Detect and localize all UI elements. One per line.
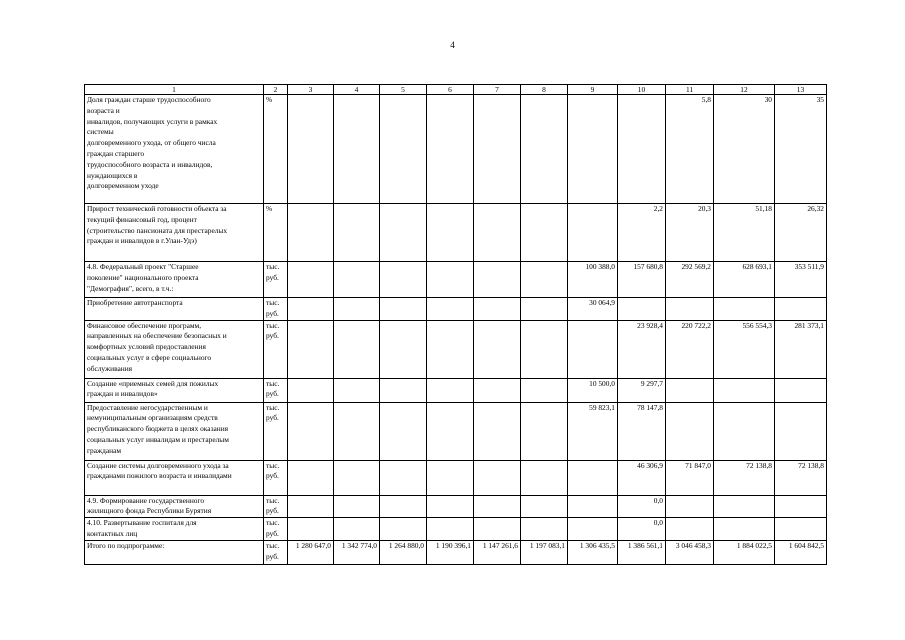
- row-name-line: республиканского бюджета в целях оказания: [87, 424, 229, 434]
- value-cell: [334, 518, 380, 541]
- value-cell: [521, 378, 568, 402]
- value-cell: [666, 495, 714, 518]
- value-cell: [380, 95, 427, 204]
- value-cell: [427, 262, 474, 298]
- value-cell: [775, 518, 827, 541]
- row-name: [85, 320, 264, 378]
- value-cell: [666, 378, 714, 402]
- table-row: [85, 378, 827, 402]
- row-unit: тыс. руб.: [264, 262, 288, 298]
- value-cell: [568, 95, 618, 204]
- value-cell: 1 280 647,0: [288, 541, 334, 565]
- value-cell: [775, 402, 827, 460]
- value-cell: [380, 518, 427, 541]
- value-cell: [474, 298, 521, 321]
- value-cell: [288, 460, 334, 495]
- value-cell: 1 147 261,6: [474, 541, 521, 565]
- row-name-line: гражданами пожилого возраста и инвалидами: [87, 471, 232, 481]
- value-cell: [666, 298, 714, 321]
- value-cell: [288, 204, 334, 262]
- row-name: [85, 95, 264, 204]
- row-unit: тыс. руб.: [264, 460, 288, 495]
- table-row: [85, 204, 827, 262]
- value-cell: 1 190 396,1: [427, 541, 474, 565]
- row-unit: тыс. руб.: [264, 298, 288, 321]
- value-cell: [474, 495, 521, 518]
- row-name: [85, 518, 264, 541]
- value-cell: [334, 298, 380, 321]
- value-cell: [521, 460, 568, 495]
- row-name-line: 4.9. Формирование государственного: [87, 495, 205, 505]
- value-cell: 292 569,2: [666, 262, 714, 298]
- value-cell: [714, 378, 775, 402]
- value-cell: [427, 95, 474, 204]
- value-cell: [427, 402, 474, 460]
- value-cell: 78 147,8: [618, 402, 666, 460]
- table-row: [85, 262, 827, 298]
- value-cell: [521, 298, 568, 321]
- value-cell: [288, 518, 334, 541]
- row-name-line: Приобретение автотранспорта: [87, 298, 183, 307]
- value-cell: [474, 460, 521, 495]
- row-name: [85, 298, 264, 321]
- value-cell: [427, 518, 474, 541]
- value-cell: 281 373,1: [775, 320, 827, 378]
- column-header: 10: [618, 85, 666, 95]
- row-name: [85, 541, 264, 565]
- column-header: 6: [427, 85, 474, 95]
- value-cell: [666, 518, 714, 541]
- table-row: [85, 518, 827, 541]
- row-name-line: Создание системы долговременного ухода за: [87, 460, 229, 470]
- value-cell: [288, 298, 334, 321]
- value-cell: 1 197 083,1: [521, 541, 568, 565]
- value-cell: 1 342 774,0: [334, 541, 380, 565]
- value-cell: [474, 378, 521, 402]
- value-cell: 59 823,1: [568, 402, 618, 460]
- row-unit: %: [264, 95, 288, 204]
- value-cell: [474, 320, 521, 378]
- value-cell: [521, 495, 568, 518]
- value-cell: [288, 95, 334, 204]
- value-cell: [380, 298, 427, 321]
- value-cell: [568, 518, 618, 541]
- table-row: [85, 402, 827, 460]
- value-cell: [288, 495, 334, 518]
- column-header: 1: [85, 85, 264, 95]
- table-row: [85, 495, 827, 518]
- row-name-line: трудоспособного возраста и инвалидов,: [87, 159, 213, 169]
- row-name-line: граждан и инвалидов в г.Улан-Удэ): [87, 236, 197, 246]
- row-name-line: комфортных условий предоставления: [87, 342, 206, 352]
- value-cell: [334, 495, 380, 518]
- value-cell: 2,2: [618, 204, 666, 262]
- column-header: 3: [288, 85, 334, 95]
- column-header: 11: [666, 85, 714, 95]
- row-unit: тыс. руб.: [264, 378, 288, 402]
- row-name-line: гражданам: [87, 445, 122, 455]
- value-cell: [521, 518, 568, 541]
- value-cell: 0,0: [618, 518, 666, 541]
- row-name-line: граждан и инвалидов»: [87, 389, 158, 399]
- value-cell: [427, 495, 474, 518]
- value-cell: [521, 402, 568, 460]
- value-cell: [380, 495, 427, 518]
- row-name-line: (строительство пансионата для престарелых: [87, 225, 228, 235]
- row-name: [85, 495, 264, 518]
- row-name-line: социальных услуг в сфере социального: [87, 352, 212, 362]
- value-cell: [380, 402, 427, 460]
- value-cell: [474, 518, 521, 541]
- row-unit: тыс. руб.: [264, 402, 288, 460]
- value-cell: 556 554,3: [714, 320, 775, 378]
- value-cell: 10 500,0: [568, 378, 618, 402]
- value-cell: [380, 262, 427, 298]
- row-name: [85, 262, 264, 298]
- value-cell: 51,18: [714, 204, 775, 262]
- value-cell: 0,0: [618, 495, 666, 518]
- row-name-line: инвалидов, получающих услуги в рамках: [87, 116, 218, 126]
- row-name-line: социальных услуг инвалидам и престарелым: [87, 434, 229, 444]
- column-header: 12: [714, 85, 775, 95]
- row-name-line: направленных на обеспечение безопасных и: [87, 331, 227, 341]
- value-cell: [474, 402, 521, 460]
- row-name-line: текущий финансовый год, процент: [87, 214, 197, 224]
- value-cell: [714, 495, 775, 518]
- value-cell: 26,32: [775, 204, 827, 262]
- row-unit: тыс. руб.: [264, 495, 288, 518]
- page-number: 4: [450, 40, 455, 50]
- header-row: [85, 85, 827, 95]
- row-name-line: обслуживания: [87, 363, 133, 373]
- row-unit: тыс. руб.: [264, 320, 288, 378]
- value-cell: [521, 320, 568, 378]
- value-cell: [288, 402, 334, 460]
- value-cell: [568, 320, 618, 378]
- value-cell: [427, 298, 474, 321]
- value-cell: 30 064,9: [568, 298, 618, 321]
- row-name-line: граждан старшего: [87, 148, 145, 158]
- value-cell: 1 264 880,0: [380, 541, 427, 565]
- column-header: 2: [264, 85, 288, 95]
- table-row: [85, 298, 827, 321]
- row-unit: тыс. руб.: [264, 518, 288, 541]
- table-row: [85, 541, 827, 565]
- value-cell: [714, 298, 775, 321]
- value-cell: [474, 262, 521, 298]
- row-name-line: системы: [87, 127, 114, 137]
- value-cell: [568, 460, 618, 495]
- value-cell: 35: [775, 95, 827, 204]
- value-cell: 20,3: [666, 204, 714, 262]
- table-row: [85, 460, 827, 495]
- row-name-line: "Демография", всего, в т.ч.:: [87, 283, 174, 293]
- value-cell: 72 138,8: [714, 460, 775, 495]
- value-cell: [380, 204, 427, 262]
- column-header: 5: [380, 85, 427, 95]
- value-cell: [521, 95, 568, 204]
- value-cell: 353 511,9: [775, 262, 827, 298]
- value-cell: 628 693,1: [714, 262, 775, 298]
- value-cell: [474, 95, 521, 204]
- value-cell: 72 138,8: [775, 460, 827, 495]
- value-cell: [380, 460, 427, 495]
- row-name-line: немуниципальным организациям средств: [87, 413, 218, 423]
- row-name-line: Предоставление негосударственным и: [87, 402, 208, 412]
- value-cell: 100 388,0: [568, 262, 618, 298]
- value-cell: [288, 378, 334, 402]
- value-cell: [568, 495, 618, 518]
- value-cell: [427, 320, 474, 378]
- value-cell: [380, 378, 427, 402]
- value-cell: 71 847,0: [666, 460, 714, 495]
- value-cell: [334, 460, 380, 495]
- value-cell: 9 297,7: [618, 378, 666, 402]
- value-cell: [775, 495, 827, 518]
- value-cell: 157 680,8: [618, 262, 666, 298]
- value-cell: [288, 262, 334, 298]
- row-name-line: 4.10. Развертывание госпиталя для: [87, 518, 197, 528]
- value-cell: [334, 320, 380, 378]
- row-name-line: Создание «приемных семей для пожилых: [87, 378, 219, 388]
- value-cell: [521, 204, 568, 262]
- row-name-line: Прирост технической готовности объекта за: [87, 204, 227, 213]
- value-cell: 1 604 842,5: [775, 541, 827, 565]
- value-cell: 23 928,4: [618, 320, 666, 378]
- value-cell: [775, 378, 827, 402]
- column-header: 9: [568, 85, 618, 95]
- row-unit: тыс. руб.: [264, 541, 288, 565]
- value-cell: [288, 320, 334, 378]
- row-name: [85, 402, 264, 460]
- value-cell: [714, 402, 775, 460]
- value-cell: [618, 298, 666, 321]
- row-name-line: возраста и: [87, 105, 120, 115]
- row-name-line: Доля граждан старше трудоспособного: [87, 95, 211, 104]
- data-table: [84, 84, 827, 565]
- table-row: [85, 320, 827, 378]
- value-cell: 220 722,2: [666, 320, 714, 378]
- value-cell: [568, 204, 618, 262]
- column-header: 4: [334, 85, 380, 95]
- value-cell: [618, 95, 666, 204]
- row-name-line: 4.8. Федеральный проект "Старшее: [87, 262, 199, 271]
- value-cell: [666, 402, 714, 460]
- column-header: 7: [474, 85, 521, 95]
- value-cell: 5,8: [666, 95, 714, 204]
- row-name-line: жилищного фонда Республики Бурятия: [87, 506, 212, 516]
- value-cell: [427, 460, 474, 495]
- row-name-line: Итого по подпрограмме:: [87, 541, 165, 551]
- value-cell: [775, 298, 827, 321]
- value-cell: [334, 402, 380, 460]
- row-name: [85, 460, 264, 495]
- value-cell: 3 046 458,3: [666, 541, 714, 565]
- row-name-line: Финансовое обеспечение программ,: [87, 320, 202, 330]
- value-cell: 30: [714, 95, 775, 204]
- value-cell: [474, 204, 521, 262]
- value-cell: [380, 320, 427, 378]
- row-name-line: долговременном уходе: [87, 181, 159, 191]
- value-cell: 1 306 435,5: [568, 541, 618, 565]
- row-name-line: нуждающихся в: [87, 170, 138, 180]
- value-cell: [334, 204, 380, 262]
- value-cell: 1 386 561,1: [618, 541, 666, 565]
- value-cell: [427, 204, 474, 262]
- table-row: [85, 95, 827, 204]
- value-cell: 1 884 022,5: [714, 541, 775, 565]
- value-cell: [714, 518, 775, 541]
- row-unit: %: [264, 204, 288, 262]
- value-cell: [334, 262, 380, 298]
- row-name: [85, 204, 264, 262]
- value-cell: [334, 378, 380, 402]
- value-cell: [427, 378, 474, 402]
- row-name: [85, 378, 264, 402]
- row-name-line: поколение" национального проекта: [87, 272, 199, 282]
- row-name-line: долговременного ухода, от общего числа: [87, 138, 216, 148]
- value-cell: [334, 95, 380, 204]
- value-cell: [521, 262, 568, 298]
- value-cell: 46 306,9: [618, 460, 666, 495]
- row-name-line: контактных лиц: [87, 528, 138, 538]
- column-header: 13: [775, 85, 827, 95]
- column-header: 8: [521, 85, 568, 95]
